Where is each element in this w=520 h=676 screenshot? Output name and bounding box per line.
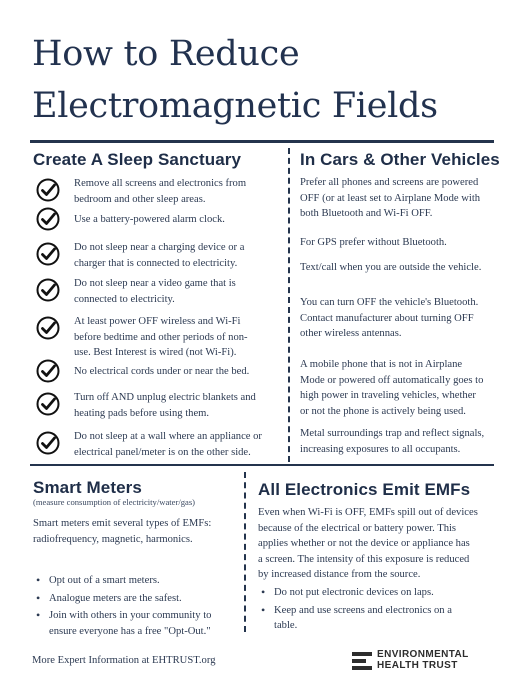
text-line: Contact manufacturer about turning OFF bbox=[300, 312, 474, 324]
text-line: • Opt out of a smart meters. bbox=[49, 575, 160, 586]
cars-paragraph bbox=[300, 260, 512, 276]
check-circle-icon bbox=[36, 359, 60, 383]
check-circle-icon bbox=[36, 178, 60, 202]
sleep-heading: Create A Sleep Sanctuary bbox=[33, 150, 242, 169]
text-line: At least power OFF wireless and Wi-Fi bbox=[74, 316, 241, 327]
text-line: Do not sleep near a charging device or a bbox=[74, 242, 245, 253]
text-line: before bedtime and other periods of non- bbox=[74, 331, 248, 343]
text-line: by increased distance from the source. bbox=[258, 569, 421, 580]
text-line: charger that is connected to electricity. bbox=[74, 257, 238, 269]
checklist-text bbox=[74, 429, 286, 460]
text-line: other wireless antennas. bbox=[300, 328, 402, 339]
bullet-item bbox=[258, 585, 498, 601]
cars-heading: In Cars & Other Vehicles bbox=[300, 150, 500, 169]
text-line: You can turn OFF the vehicle's Bluetooth. bbox=[300, 297, 479, 308]
cars-paragraph bbox=[300, 357, 512, 419]
checklist-text bbox=[74, 240, 286, 271]
bullet-item bbox=[33, 573, 243, 589]
text-line: Do not sleep near a video game that is bbox=[74, 278, 236, 289]
text-line: Smart meters emit several types of EMFs: bbox=[33, 518, 212, 529]
text-line: Mode or powered off automatically goes to bbox=[300, 374, 484, 386]
checklist-text bbox=[74, 276, 286, 307]
text-line: OFF (or at least set to Airplane Mode with bbox=[300, 192, 481, 204]
smart-bullets bbox=[33, 573, 243, 641]
eht-logo-icon bbox=[352, 651, 372, 671]
cars-paragraph bbox=[300, 235, 512, 251]
text-line: increasing exposures to all occupants. bbox=[300, 443, 461, 455]
text-line: applies whether or not the device or appliance has bbox=[258, 538, 470, 549]
check-circle-icon bbox=[36, 207, 60, 231]
emf-heading: All Electronics Emit EMFs bbox=[258, 480, 471, 499]
logo-line-1: ENVIRONMENTAL bbox=[377, 649, 469, 660]
text-line: a screen. The intensity of this exposure is reduced bbox=[258, 553, 470, 565]
checklist-text bbox=[74, 176, 286, 207]
eht-logo bbox=[352, 650, 482, 672]
text-line: Metal surroundings trap and reflect signals, bbox=[300, 428, 485, 439]
checklist-text bbox=[74, 390, 286, 421]
bullet-item bbox=[33, 591, 243, 607]
checklist-text bbox=[74, 364, 286, 380]
text-line: • Analogue meters are the safest. bbox=[49, 592, 182, 604]
text-line: radiofrequency, magnetic, harmonics. bbox=[33, 533, 193, 545]
text-line: No electrical cords under or near the bed. bbox=[74, 366, 250, 377]
top-divider bbox=[30, 140, 494, 143]
emf-intro bbox=[258, 505, 498, 583]
text-line: use. Best Interest is wired (not Wi-Fi). bbox=[74, 347, 237, 358]
text-line: because of the electrical or battery power. This bbox=[258, 522, 457, 534]
text-line: electrical panel/meter is on the other side. bbox=[74, 446, 251, 458]
text-line: Even when Wi-Fi is OFF, EMFs spill out of devices bbox=[258, 507, 478, 518]
text-line: Text/call when you are outside the vehicle. bbox=[300, 262, 482, 273]
checklist-text bbox=[74, 314, 286, 361]
column-divider-bottom bbox=[244, 472, 246, 632]
smart-heading: Smart Meters bbox=[33, 478, 142, 497]
text-line: high power in traveling vehicles, whether bbox=[300, 390, 476, 401]
text-line: heating pads before using them. bbox=[74, 407, 210, 419]
logo-wordmark bbox=[377, 650, 469, 671]
cars-paragraph bbox=[300, 426, 512, 457]
text-line: A mobile phone that is not in Airplane bbox=[300, 359, 463, 370]
cars-paragraph bbox=[300, 175, 512, 222]
text-line: bedroom and other sleep areas. bbox=[74, 193, 206, 205]
text-line: Do not sleep at a wall where an appliance or bbox=[74, 431, 262, 442]
text-line: or not the phone is actively being used. bbox=[300, 405, 466, 417]
title-line-1: How to Reduce bbox=[32, 34, 300, 74]
text-line: both Bluetooth and Wi-Fi OFF. bbox=[300, 208, 433, 219]
text-line: For GPS prefer without Bluetooth. bbox=[300, 237, 447, 248]
middle-divider bbox=[30, 464, 494, 466]
text-line: Use a battery-powered alarm clock. bbox=[74, 214, 225, 225]
bullet-item bbox=[33, 608, 243, 639]
cars-paragraph bbox=[300, 295, 512, 342]
checklist-text bbox=[74, 212, 286, 228]
smart-intro bbox=[33, 516, 243, 547]
check-circle-icon bbox=[36, 242, 60, 266]
text-line: • Do not put electronic devices on laps. bbox=[274, 587, 434, 598]
title-line-2: Electromagnetic Fields bbox=[32, 86, 438, 126]
text-line: ensure everyone has a free "Opt-Out." bbox=[49, 625, 211, 637]
text-line: • Keep and use screens and electronics on a bbox=[274, 604, 452, 616]
column-divider-top bbox=[288, 148, 290, 462]
footer-link-text[interactable]: More Expert Information at EHTRUST.org bbox=[32, 655, 216, 666]
check-circle-icon bbox=[36, 392, 60, 416]
check-circle-icon bbox=[36, 316, 60, 340]
text-line: Turn off AND unplug electric blankets and bbox=[74, 392, 256, 403]
bullet-item bbox=[258, 603, 498, 634]
text-line: table. bbox=[274, 620, 298, 631]
logo-line-2: HEALTH TRUST bbox=[377, 659, 458, 671]
check-circle-icon bbox=[36, 278, 60, 302]
text-line: connected to electricity. bbox=[74, 293, 175, 305]
smart-subheading: (measure consumption of electricity/water/gas) bbox=[33, 497, 196, 507]
text-line: Remove all screens and electronics from bbox=[74, 178, 247, 189]
page-title bbox=[32, 28, 502, 132]
check-circle-icon bbox=[36, 431, 60, 455]
text-line: Prefer all phones and screens are powered bbox=[300, 177, 479, 188]
emf-bullets bbox=[258, 585, 498, 636]
text-line: • Join with others in your community to bbox=[49, 610, 212, 621]
